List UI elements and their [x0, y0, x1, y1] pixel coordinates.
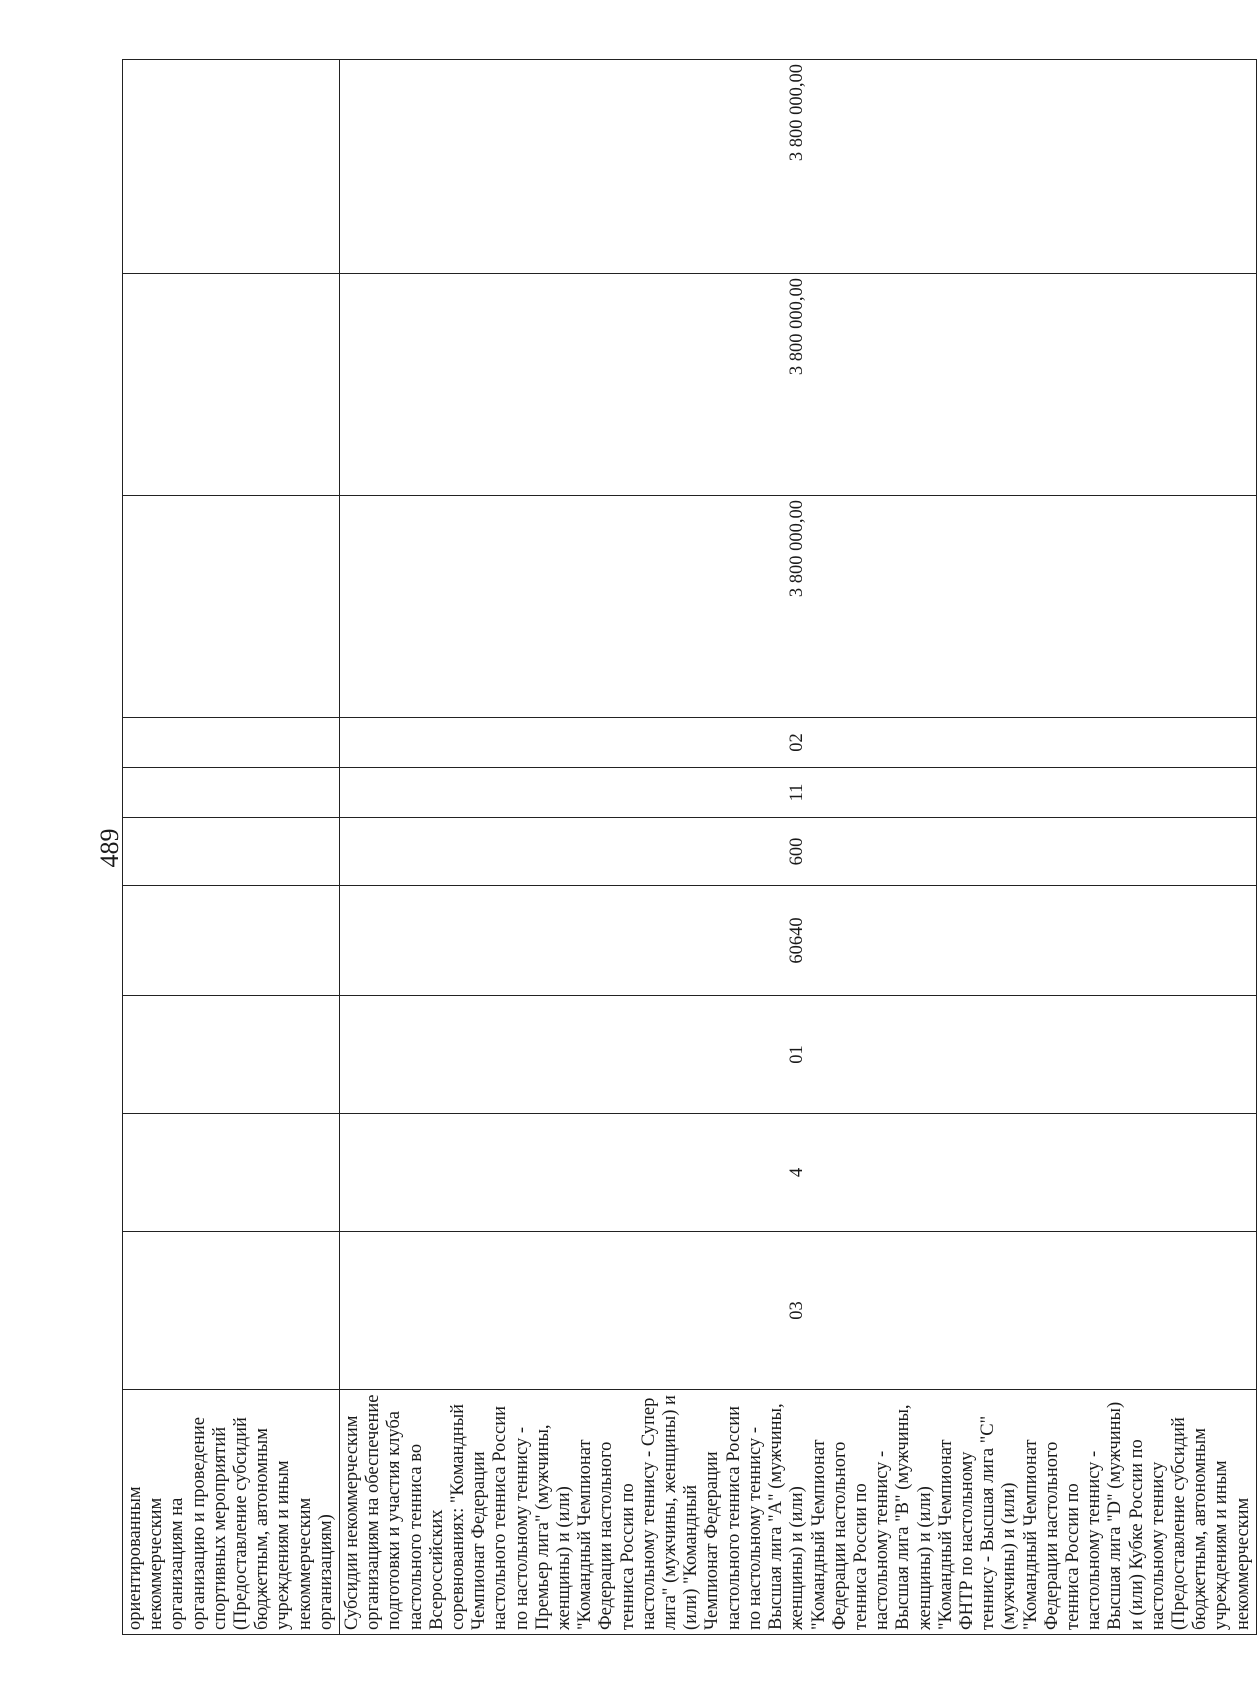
- subsection-code: 02: [340, 718, 1257, 768]
- table-row: [123, 60, 340, 1635]
- direction-code: [123, 886, 340, 996]
- program-code: 4: [340, 1114, 1257, 1232]
- row-description: Субсидии некоммерческим организациям на обеспечение подготовки и участия клуба настольного тенниса во Всероссийских соревнованиях: "Командный Чемпионат Федерации настольного тенниса России по настольному теннису - Премьер лига" (мужчины, женщины) и (или) "Командный Чемпионат Федерации настольного тенниса России по настольному теннису - Супер лига" (мужчины, женщины) и (или) "Командный Чемпионат Федерации настольного тенниса России по настольному теннису - Высшая лига "А" (мужчины, женщины) и (или) "Командный Чемпионат Федерации настольного тенниса России по настольному теннису - Высшая лига "В" (мужчины, женщины) и (или) "Командный Чемпионат ФНТР по настольному теннису - Высшая лига "С" (мужчины) и (или) "Командный Чемпионат Федерации настольного тенниса России по настольному теннису - Высшая лига "D" (мужчины) и (или) Кубке России по настольному теннису (Предоставление субсидий бюджетным, автономным учреждениям и иным некоммерческим: [340, 1390, 1257, 1635]
- amount-year-1: 3 800 000,00: [340, 496, 1257, 718]
- expense-type-code: 600: [340, 818, 1257, 886]
- amount-year-2: [123, 274, 340, 496]
- program-code: [123, 1114, 340, 1232]
- section-code: [123, 1232, 340, 1390]
- amount-year-3: 3 800 000,00: [340, 60, 1257, 274]
- chapter-code: [123, 768, 340, 818]
- budget-table-container: [122, 60, 1253, 1635]
- section-code: 03: [340, 1232, 1257, 1390]
- amount-year-2: 3 800 000,00: [340, 274, 1257, 496]
- table-row: [340, 60, 1257, 1635]
- subprogram-code: 01: [340, 996, 1257, 1114]
- chapter-code: 11: [340, 768, 1257, 818]
- amount-year-3: [123, 60, 340, 274]
- page-number: 489: [95, 828, 124, 868]
- row-description: ориентированным некоммерческим организациям на организацию и проведение спортивных мероприятий (Предоставление субсидий бюджетным, автономным учреждениям и иным некоммерческим организациям): [123, 1390, 340, 1635]
- direction-code: 60640: [340, 886, 1257, 996]
- budget-table: [122, 59, 1257, 1635]
- subsection-code: [123, 718, 340, 768]
- subprogram-code: [123, 996, 340, 1114]
- expense-type-code: [123, 818, 340, 886]
- amount-year-1: [123, 496, 340, 718]
